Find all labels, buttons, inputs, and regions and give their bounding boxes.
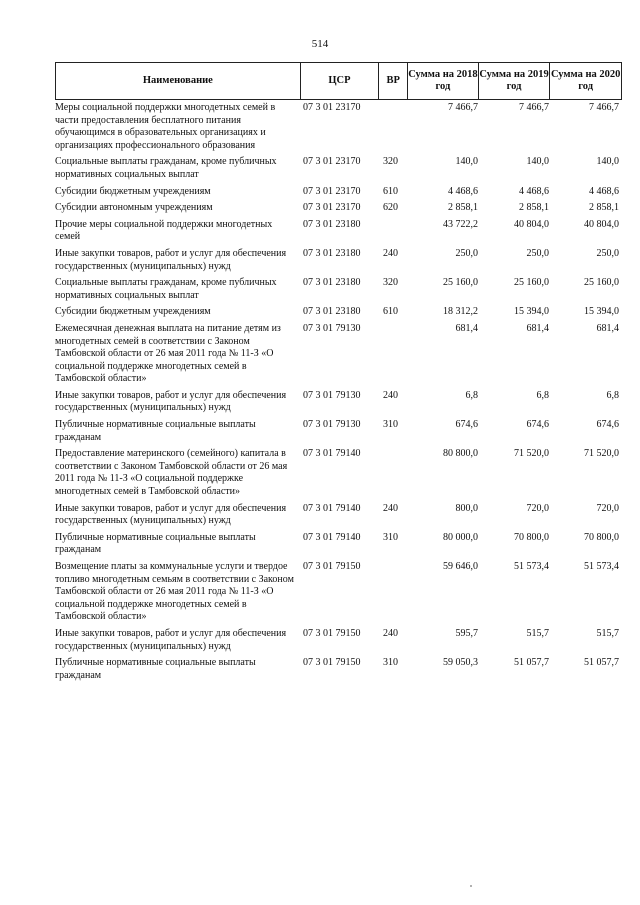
row-sum-2019: 51 057,7: [514, 657, 549, 669]
row-sum-2018: 80 800,0: [443, 448, 478, 460]
row-csr: 07 3 01 23180: [303, 277, 361, 289]
row-name: Публичные нормативные социальные выплаты гражданам: [55, 531, 256, 556]
row-csr: 07 3 01 79130: [303, 322, 361, 334]
row-sum-2019: 25 160,0: [514, 277, 549, 289]
row-csr: 07 3 01 79150: [303, 627, 361, 639]
row-csr: 07 3 01 23170: [303, 185, 361, 197]
row-csr: 07 3 01 23170: [303, 202, 361, 214]
table-row: [55, 390, 620, 415]
row-name: Возмещение платы за коммунальные услуги и твердое топливо многодетным семьям в соответствии с Законом Тамбовской области от 26 мая 2011 года № 11-З «О социальной поддержке многодетных семей в Тамбовской области»: [55, 561, 294, 623]
row-sum-2019: 70 800,0: [514, 531, 549, 543]
row-csr: 07 3 01 79130: [303, 389, 361, 401]
row-sum-2020: 51 573,4: [584, 561, 619, 572]
row-vr: 310: [383, 657, 398, 669]
row-sum-2020: 140,0: [596, 156, 619, 168]
row-vr: 320: [383, 156, 398, 168]
row-csr: 07 3 01 79150: [303, 657, 361, 669]
row-csr: 07 3 01 23180: [303, 218, 361, 230]
row-sum-2019: 140,0: [526, 156, 549, 168]
header-csr: ЦСР: [301, 63, 380, 99]
row-vr: 310: [383, 419, 398, 431]
row-name: Иные закупки товаров, работ и услуг для обеспечения государственных (муниципальных) нужд: [55, 502, 287, 527]
row-sum-2020: 6,8: [606, 389, 619, 401]
table-row: [55, 156, 620, 181]
row-sum-2020: 250,0: [596, 247, 619, 259]
table-row: [55, 532, 620, 557]
row-csr: 07 3 01 23170: [303, 102, 361, 113]
row-sum-2018: 43 722,2: [443, 218, 478, 230]
row-vr: 310: [383, 531, 398, 543]
row-name: Иные закупки товаров, работ и услуг для обеспечения государственных (муниципальных) нужд: [55, 247, 287, 272]
row-sum-2018: 59 050,3: [443, 657, 478, 669]
row-vr: 240: [383, 247, 398, 259]
row-name: Субсидии бюджетным учреждениям: [55, 185, 211, 197]
row-sum-2018: 18 312,2: [443, 306, 478, 318]
row-vr: 620: [383, 202, 398, 214]
table-row: [55, 277, 620, 302]
table-row: [55, 323, 620, 386]
row-name: Социальные выплаты гражданам, кроме публичных нормативных социальных выплат: [55, 277, 277, 301]
row-sum-2020: 674,6: [596, 419, 619, 431]
table-row: [55, 202, 620, 215]
header-name: Наименование: [56, 63, 301, 99]
table-row: [55, 503, 620, 528]
row-sum-2019: 40 804,0: [514, 218, 549, 230]
row-sum-2018: 595,7: [455, 627, 478, 639]
row-sum-2018: 800,0: [455, 502, 478, 514]
row-sum-2020: 51 057,7: [584, 657, 619, 669]
row-name: Публичные нормативные социальные выплаты гражданам: [55, 419, 256, 443]
row-sum-2019: 674,6: [526, 419, 549, 431]
row-name: Субсидии автономным учреждениям: [55, 202, 213, 214]
table-row: [55, 561, 620, 624]
row-vr: 610: [383, 306, 398, 318]
header-sum-2018: Сумма на 2018 год: [408, 63, 479, 99]
row-name: Иные закупки товаров, работ и услуг для обеспечения государственных (муниципальных) нужд: [55, 389, 287, 414]
row-sum-2018: 2 858,1: [448, 202, 478, 214]
table-row: [55, 628, 620, 653]
row-sum-2020: 71 520,0: [584, 448, 619, 460]
row-sum-2019: 515,7: [526, 627, 549, 639]
row-name: Социальные выплаты гражданам, кроме публичных нормативных социальных выплат: [55, 156, 277, 180]
row-name: Предоставление материнского (семейного) капитала в соответствии с Законом Тамбовской области от 26 мая 2011 года № 11-З «О социальной поддержке многодетных семей в Тамбовской области»: [55, 448, 288, 498]
row-sum-2018: 6,8: [465, 389, 478, 401]
header-vr: ВР: [379, 63, 408, 99]
table-row: [55, 306, 620, 319]
row-name: Субсидии бюджетным учреждениям: [55, 306, 211, 318]
row-sum-2019: 720,0: [526, 502, 549, 514]
row-sum-2019: 7 466,7: [519, 102, 549, 113]
row-sum-2019: 71 520,0: [514, 448, 549, 460]
table-row: [55, 186, 620, 199]
page-number: 514: [311, 38, 329, 50]
row-sum-2019: 4 468,6: [519, 185, 549, 197]
table-row: [55, 248, 620, 273]
row-sum-2018: 140,0: [455, 156, 478, 168]
row-sum-2018: 4 468,6: [448, 185, 478, 197]
row-sum-2020: 15 394,0: [584, 306, 619, 318]
row-sum-2020: 7 466,7: [589, 102, 619, 113]
row-vr: 240: [383, 389, 398, 401]
row-name: Публичные нормативные социальные выплаты гражданам: [55, 657, 256, 681]
row-sum-2020: 681,4: [596, 322, 619, 334]
row-sum-2018: 681,4: [455, 322, 478, 334]
row-name: Прочие меры социальной поддержки многодетных семей: [55, 218, 273, 243]
row-name: Меры социальной поддержки многодетных семей в части предоставления бесплатного питания обучающимся в образовательных организациях и организациях профессионального образования: [55, 102, 276, 151]
row-sum-2020: 720,0: [596, 502, 619, 514]
row-sum-2020: 40 804,0: [584, 218, 619, 230]
table-header: [55, 62, 622, 100]
row-sum-2019: 250,0: [526, 247, 549, 259]
row-sum-2019: 2 858,1: [519, 202, 549, 214]
row-sum-2019: 15 394,0: [514, 306, 549, 318]
row-sum-2019: 681,4: [526, 322, 549, 334]
row-sum-2018: 7 466,7: [448, 102, 478, 113]
row-sum-2020: 25 160,0: [584, 277, 619, 289]
table-body: [55, 102, 620, 686]
row-csr: 07 3 01 23180: [303, 247, 361, 259]
row-name: Иные закупки товаров, работ и услуг для обеспечения государственных (муниципальных) нужд: [55, 627, 287, 652]
row-sum-2018: 250,0: [455, 247, 478, 259]
row-csr: 07 3 01 23180: [303, 306, 361, 318]
row-sum-2019: 51 573,4: [514, 561, 549, 572]
row-csr: 07 3 01 79140: [303, 531, 361, 543]
row-vr: 240: [383, 502, 398, 514]
table-row: [55, 657, 620, 682]
row-sum-2019: 6,8: [536, 389, 549, 401]
row-name: Ежемесячная денежная выплата на питание детям из многодетных семей в соответствии с Законом Тамбовской области от 26 мая 2011 года № 11-З «О социальной поддержке многодетных семей в Тамбовской области»: [55, 322, 281, 385]
row-sum-2018: 674,6: [455, 419, 478, 431]
row-sum-2020: 70 800,0: [584, 531, 619, 543]
row-sum-2018: 25 160,0: [443, 277, 478, 289]
scan-speck: [470, 885, 472, 887]
row-vr: 610: [383, 185, 398, 197]
row-csr: 07 3 01 79130: [303, 419, 361, 431]
row-sum-2018: 80 000,0: [443, 531, 478, 543]
row-sum-2020: 4 468,6: [589, 185, 619, 197]
row-csr: 07 3 01 23170: [303, 156, 361, 168]
row-csr: 07 3 01 79140: [303, 448, 361, 460]
row-csr: 07 3 01 79140: [303, 502, 361, 514]
table-row: [55, 102, 620, 152]
row-vr: 240: [383, 627, 398, 639]
header-sum-2020: Сумма на 2020 год: [550, 68, 621, 92]
row-vr: 320: [383, 277, 398, 289]
row-sum-2020: 515,7: [596, 627, 619, 639]
row-csr: 07 3 01 79150: [303, 561, 361, 572]
table-row: [55, 448, 620, 498]
row-sum-2018: 59 646,0: [443, 561, 478, 572]
row-sum-2020: 2 858,1: [589, 202, 619, 214]
table-row: [55, 219, 620, 244]
table-row: [55, 419, 620, 444]
header-sum-2019: Сумма на 2019 год: [479, 63, 551, 99]
